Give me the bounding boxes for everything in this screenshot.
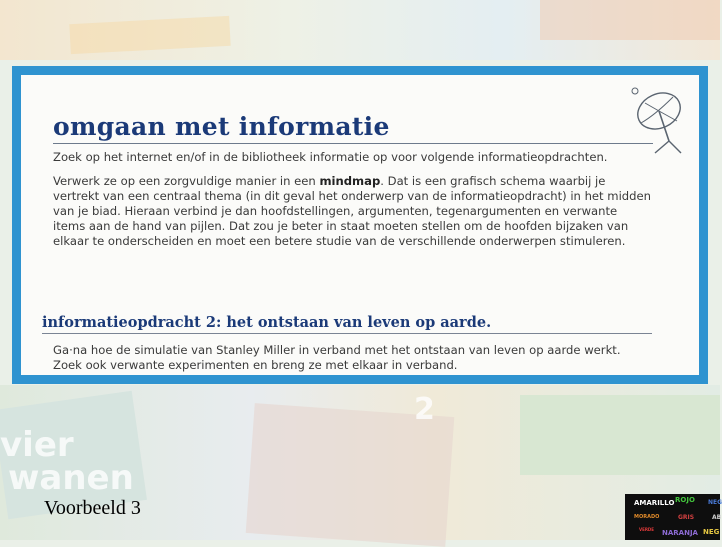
tile-word: VERDE (639, 527, 654, 532)
tile-word: NEG (708, 499, 722, 506)
background-word: wanen (8, 458, 134, 498)
background-shape (520, 395, 720, 475)
background-number: 2 (414, 392, 435, 427)
slide-caption: Voorbeeld 3 (44, 497, 141, 519)
assignment-heading: informatieopdracht 2: het ontstaan van leven op aarde. (42, 314, 492, 331)
tile-word: NARANJA (662, 529, 698, 537)
background-shape (540, 0, 720, 40)
background-word: vier (0, 425, 74, 465)
tile-word: NEG (703, 528, 720, 536)
document-card (12, 66, 708, 384)
document-sheet (21, 75, 699, 375)
mindmap-text-start: Verwerk ze op een zorgvuldige manier in een (53, 174, 320, 188)
satellite-dish-icon (625, 85, 689, 157)
tile-word: AMARILLO (634, 499, 675, 507)
tile-word: MORADO (634, 514, 660, 520)
assignment-paragraph: Ga·na hoe de simulatie van Stanley Miller in verband met het ontstaan van leven op aarde werkt. Zoek ook verwante experimenten en breng ze met elkaar in verband. (53, 343, 621, 372)
mindmap-text-end: . Dat is een grafisch schema waarbij je vertrekt van een centraal thema (in dit geval het onderwerp van de informatieopdracht) in het midden van je biad. Hieraan verbind je dan hoofdstellingen, argumenten, tegenargumenten en verwante items aan de hand van pijlen. Dat zou je beter in staat moeten stellen om de hoofden bijzaken van elkaar te onderscheiden en moet een betere studie van de verschillende onderwerpen stimuleren. (53, 174, 652, 248)
mindmap-term: mindmap (319, 174, 381, 188)
assignment-rule (42, 333, 652, 334)
tile-word: ROJO (675, 496, 695, 504)
title-rule (53, 143, 653, 144)
tile-word: AB (712, 514, 722, 521)
document-title: omgaan met informatie (53, 112, 390, 141)
mindmap-paragraph (53, 174, 651, 249)
intro-paragraph: Zoek op het internet en/of in de bibliotheek informatie op voor volgende informatieopdrachten. (53, 150, 608, 164)
color-word-tiles (625, 494, 720, 540)
tile-word: GRIS (678, 514, 695, 521)
